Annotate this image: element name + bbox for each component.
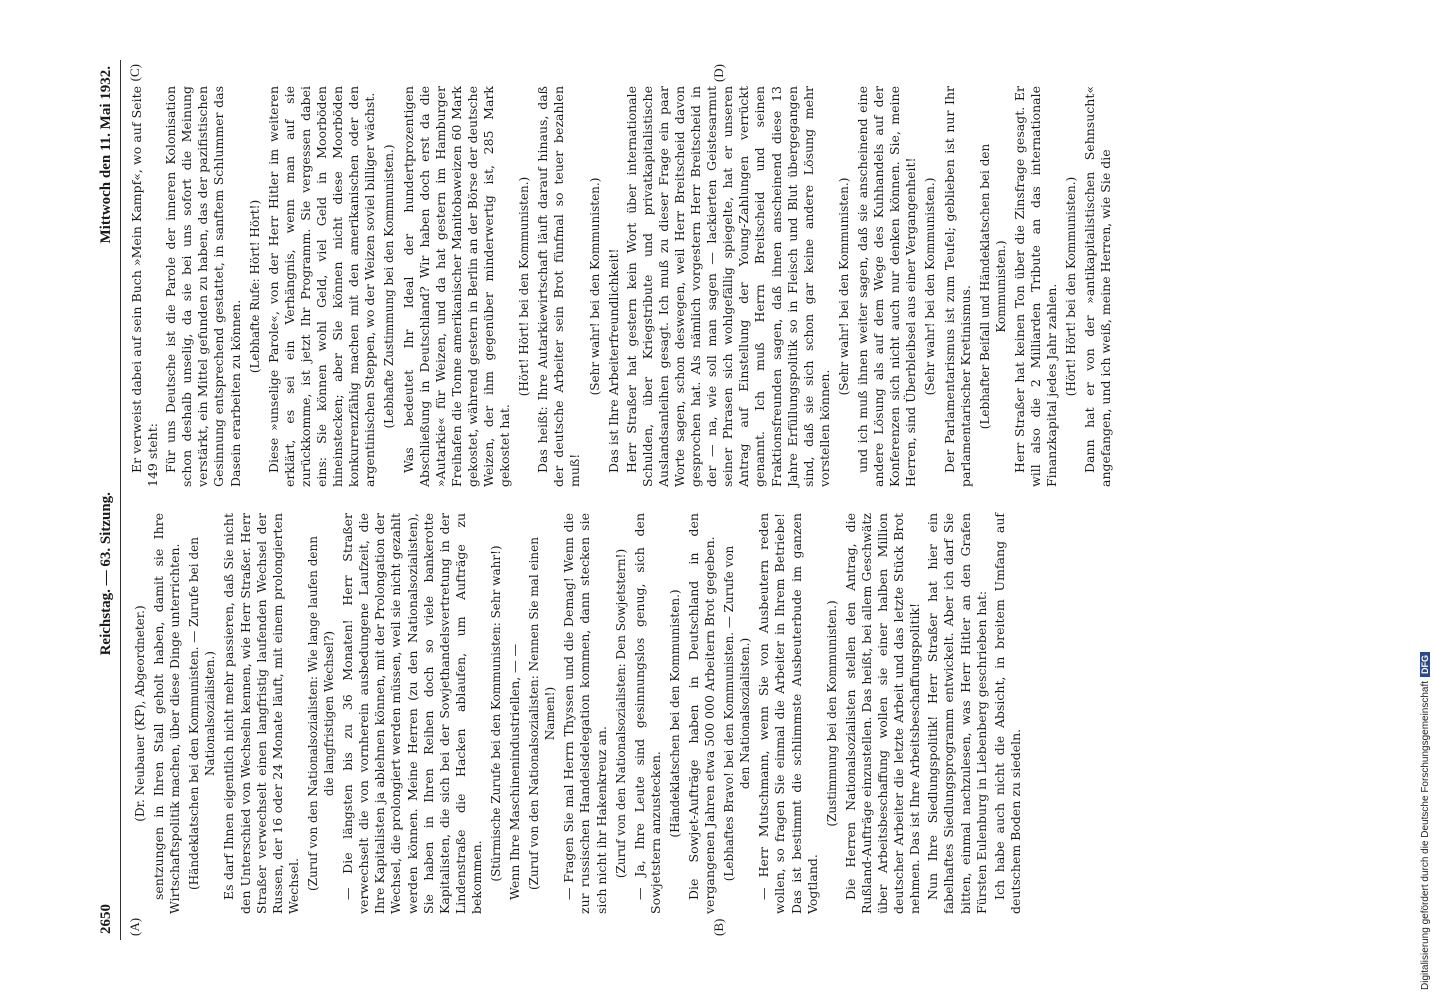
margin-marker-b: (B) — [711, 918, 726, 936]
margin-marker-a: (A) — [127, 917, 142, 936]
right-column — [129, 86, 1281, 487]
paragraph: Diese »unselige Parole«, von der Herr Hitler im weiteren erklärt, es sei ein Verhängnis, wenn man auf sie zurückkomme, ist jetzt Ihr Programm. Sie vergessen dabei eins: Sie können wohl Geld, viel Geld in Moorböden hineinstecken; aber Sie können nicht diese Moorböden konkurrenzfähig machen mit den amerikanischen oder den argentinischen Steppen, wo der Weizen soviel billiger wächst. — [265, 86, 378, 487]
paragraph: (Lebhaftes Bravo! bei den Kommunisten. — Zurufe von den Nationalsozialisten.) — [722, 545, 753, 882]
paragraph: Die Herren Nationalsozialisten stellen den Antrag, die Rußland-Aufträge einzustellen. Das heißt, bei allem Geschwätz über Arbeitsbeschaffung wollen sie einer halben Million deutscher Arbeiter die letzte Arbeit und das letzte Stück Brot nehmen. Das ist Ihre Arbeitsbeschaffungspolitik! — [842, 513, 923, 914]
paragraph: Das ist Ihre Arbeiterfreundlichkeit! — [605, 248, 621, 473]
paragraph: Die Sowjet-Aufträge haben in Deutschland in den vergangenen Jahren etwa 500 000 Arbeitern Brot gegeben. — [686, 513, 718, 914]
paragraph: (Lebhafter Beifall und Händeklatschen bei den Kommunisten.) — [977, 143, 1008, 430]
paragraph: (Zuruf von den Nationalsozialisten: Den Sowjetstern!) — [613, 548, 628, 879]
paragraph: (Zustimmung bei den Kommunisten.) — [824, 600, 839, 827]
rotated-document-page — [90, 50, 1320, 950]
paragraph: und ich muß ihnen weiter sagen, daß sie anscheinend eine andere Lösung als auf dem Wege des Kuhhandels auf der Konferenzen sich nicht auch nur denken können. Sie, meine Herren, sind Überbleibsel aus einer Vergangenheit! — [855, 86, 919, 487]
session-date: Mittwoch den 11. Mai 1932. — [98, 66, 114, 244]
paragraph: — Fragen Sie mal Herrn Thyssen und die Demag! Wenn die zur russischen Handelsdelegation kommen, dann stecken sie sich nicht ihr Hakenkreuz an. — [561, 513, 609, 914]
paragraph: Das heißt: Ihre Autarkiewirtschaft läuft darauf hinaus, daß der deutsche Arbeiter sein Brot fünfmal so teuer bezahlen muß! — [535, 86, 583, 487]
page-header — [98, 60, 121, 940]
paragraph: (Zuruf von den Nationalsozialisten: Wie lange laufen denn die langfristigen Wechsel?) — [305, 536, 337, 891]
paragraph: Herr Straßer hat keinen Ton über die Zinsfrage gesagt. Er will also die 2 Milliarden Tribute an das internationale Finanzkapital jedes Jahr zahlen. — [1011, 86, 1060, 487]
paragraph: Es darf Ihnen eigentlich nicht mehr passieren, daß Sie nicht den Unterschied von Wechseln kennen, wie Herr Straßer. Herr Straßer verwechselt einen langfristig laufenden Wechsel der Russen, der 16 oder 24 Monate läuft, mit einem prolongierten Wechsel. — [221, 513, 301, 914]
paragraph: (Stürmische Zurufe bei den Kommunisten: Sehr wahr!) — [488, 545, 503, 882]
paragraph: (Händeklatschen bei den Kommunisten.) — [667, 589, 682, 838]
credit-text: Digitalisierung gefördert durch die Deutsche Forschungsgemeinschaft — [1419, 680, 1431, 990]
paragraph: Er verweist dabei auf sein Buch »Mein Kampf«, wo auf Seite 149 steht: — [129, 86, 161, 487]
paragraph: (Sehr wahr! bei den Kommunisten.) — [587, 177, 602, 396]
paragraph: Herr Straßer hat gestern kein Wort über internationale Schulden, über Kriegstribute und privatkapitalistische Auslandsanleihen gesagt. Ich muß zu dieser Frage ein paar Worte sagen, schon deswegen, weil Herr Breitscheid davon gesprochen hat. Als nämlich vorgestern Herr Breitscheid in der — na, wie soll man sagen — lackierten Geistesarmut seiner Phrasen sich wohlgefällig spiegelte, hat er unseren Antrag auf Einstellung der Young-Zahlungen verrückt genannt. Ich muß Herrn Breitscheid und seinen Fraktionsfreunden sagen, daß ihnen anscheinend diese 13 Jahre Erfüllungspolitik so in Fleisch und Blut übergegangen sind, daß sie sich schon gar keine andere Lösung mehr vorstellen können. — [623, 86, 832, 487]
paragraph: Nun Ihre Siedlungspolitik! Herr Straßer hat hier ein fabelhaftes Siedlungsprogramm entwickelt. Aber ich darf Sie bitten, einmal nachzulesen, was Herr Hitler an den Grafen Fürsten Eulenburg in Liebenberg geschrieben hat: — [925, 513, 989, 914]
paragraph: Dann hat er von der »antikapitalistischen Sehnsucht« angefangen, und ich weiß, meine Herren, wie Sie die — [1082, 86, 1114, 487]
page-number: 2650 — [98, 904, 114, 934]
left-column — [129, 513, 1281, 914]
text-columns — [121, 60, 1281, 940]
paragraph: — Ja, Ihre Leute sind gesinnungslos genug, sich den Sowjetstern anzustecken. — [631, 513, 663, 914]
paragraph: Der Parlamentarismus ist zum Teufel; geblieben ist nur Ihr parlamentarischer Kretinismus. — [941, 86, 973, 487]
paragraph: (Hört! Hört! bei den Kommunisten.) — [1064, 176, 1079, 397]
dfg-logo: DFG — [1420, 652, 1430, 677]
paragraph: Was bedeutet Ihr Ideal der hundertprozentigen Abschließung in Deutschland? Wir haben doch erst da die »Autarkie« für Weizen, und da hat gestern im Hamburger Freihafen die Tonne amerikanischer Manitobaweizen 60 Mark gekostet, während gestern in Berlin an der Börse der deutsche Weizen, der ihm gegenüber minderwertig ist, 285 Mark gekostet hat. — [400, 86, 513, 487]
paragraph: sentzungen in Ihren Stall geholt haben, damit sie Ihre Wirtschaftspolitik machen, über diese Dinge unterrichten. — [151, 513, 183, 914]
paragraph: Ich habe auch nicht die Absicht, in breitem Umfang auf deutschem Boden zu siedeln. — [991, 513, 1023, 914]
paragraph: Wenn Ihre Maschinenindustriellen, — — — [507, 643, 523, 900]
paragraph: (Sehr wahr! bei den Kommunisten.) — [836, 177, 851, 396]
paragraph: — Herr Mutschmann, wenn Sie von Ausbeutern reden wollen, so fragen Sie einmal die Arbeiter in Ihrem Betriebe! Das ist bestimmt die schlimmste Ausbeuterbude im ganzen Vogtland. — [756, 513, 820, 914]
paragraph: (Zuruf von den Nationalsozialisten: Nennen Sie mal einen Namen!) — [527, 537, 558, 891]
paragraph: — Die längsten bis zu 36 Monaten! Herr Straßer verwechselt die von vornherein ausbedungene Laufzeit, die Ihre Kapitalisten ja ablehnen können, mit der Prolongation der Wechsel, die prolongiert werden müssen, weil sie nicht gezahlt werden können. Meine Herren (zu den Nationalsozialisten), Sie haben in Ihren Reihen doch so viele bankerotte Kapitalisten, die sich bei der Sowjethandelsvertretung in der Lindenstraße die Hacken ablaufen, um Aufträge zu bekommen. — [340, 513, 484, 914]
paragraph: (Sehr wahr! bei den Kommunisten.) — [923, 177, 938, 396]
margin-marker-d: (D) — [711, 64, 726, 83]
margin-marker-c: (C) — [127, 64, 142, 82]
paragraph: (Dr. Neubauer (KP), Abgeordneter.) — [133, 605, 147, 822]
paragraph: (Hört! Hört! bei den Kommunisten.) — [517, 176, 532, 397]
paragraph: (Lebhafte Rufe: Hört! Hört!) — [247, 199, 262, 374]
paragraph: (Händeklatschen bei den Kommunisten. — Zurufe bei den Nationalsozialisten.) — [187, 537, 218, 890]
digitization-credit — [1418, 10, 1432, 990]
session-title: Reichstag. — 63. Sitzung. — [98, 492, 114, 656]
paragraph: (Lebhafte Zustimmung bei den Kommunisten.) — [382, 144, 397, 429]
paragraph: Für uns Deutsche ist die Parole der inneren Kolonisation schon deshalb unselig, da sie bei uns sofort die Meinung verstärkt, ein Mittel gefunden zu haben, das der pazifistischen Gesinnung entsprechend gestattet, in sanftem Schlummer das Dasein erarbeiten zu können. — [163, 86, 243, 487]
